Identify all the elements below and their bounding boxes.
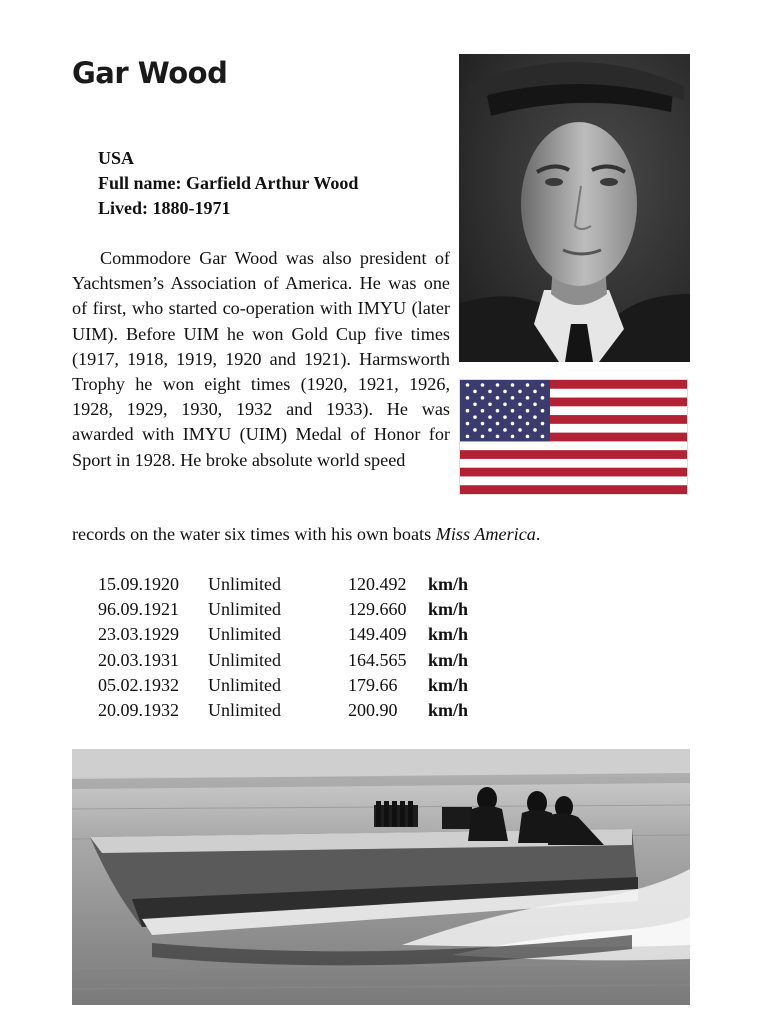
boat-illustration bbox=[72, 749, 690, 1005]
flag-star bbox=[526, 396, 530, 400]
record-speed: 200.90 bbox=[348, 700, 398, 721]
flag-star bbox=[481, 435, 485, 439]
record-speed: 179.66 bbox=[348, 674, 398, 695]
record-row bbox=[98, 648, 468, 673]
record-date: 23.03.1929 bbox=[98, 624, 179, 645]
portrait-illustration bbox=[459, 54, 690, 362]
flag-star bbox=[541, 396, 545, 400]
biography-last-line-text: records on the water six times with his own boats bbox=[72, 524, 436, 544]
page-title: Gar Wood bbox=[72, 56, 228, 90]
full-name-label: Full name: Garfield Arthur Wood bbox=[98, 173, 359, 193]
record-class: Unlimited bbox=[208, 574, 281, 594]
flag-star bbox=[503, 390, 507, 394]
record-speed: 149.409 bbox=[348, 624, 407, 645]
flag-stripe bbox=[460, 468, 687, 477]
flag-star bbox=[488, 402, 492, 406]
flag-star bbox=[496, 409, 500, 413]
flag-star bbox=[526, 435, 530, 439]
record-date: 20.09.1932 bbox=[98, 700, 179, 721]
flag-star bbox=[466, 435, 470, 439]
flag-star bbox=[481, 422, 485, 426]
flag-star bbox=[496, 396, 500, 400]
flag-star bbox=[533, 428, 537, 432]
record-class: Unlimited bbox=[208, 700, 281, 721]
record-row bbox=[98, 572, 468, 597]
portrait-photo bbox=[459, 54, 690, 362]
record-date: 15.09.1920 bbox=[98, 574, 179, 594]
record-unit: km/h bbox=[428, 674, 469, 695]
racer-info bbox=[98, 146, 358, 221]
flag-star bbox=[511, 422, 515, 426]
record-date: 20.03.1931 bbox=[98, 649, 179, 670]
flag-stripe bbox=[460, 441, 687, 450]
flag-star bbox=[481, 396, 485, 400]
country-label: USA bbox=[98, 148, 135, 168]
flag-star bbox=[466, 383, 470, 387]
record-class: Unlimited bbox=[208, 649, 281, 670]
flag-stripe bbox=[460, 459, 687, 468]
flag-star bbox=[488, 390, 492, 394]
record-unit: km/h bbox=[428, 700, 469, 721]
flag-star bbox=[541, 409, 545, 413]
record-class: Unlimited bbox=[208, 624, 281, 645]
flag-star bbox=[518, 428, 522, 432]
flag-star bbox=[518, 415, 522, 419]
lived-label: Lived: 1880-1971 bbox=[98, 198, 231, 218]
flag-star bbox=[473, 415, 477, 419]
flag-star bbox=[481, 409, 485, 413]
record-unit: km/h bbox=[428, 649, 469, 670]
flag-star bbox=[541, 422, 545, 426]
usa-flag bbox=[460, 380, 687, 494]
record-class: Unlimited bbox=[208, 674, 281, 695]
flag-star bbox=[503, 415, 507, 419]
flag-star bbox=[496, 422, 500, 426]
flag-star bbox=[533, 402, 537, 406]
record-row bbox=[98, 597, 468, 622]
boat-photo bbox=[72, 749, 690, 1005]
flag-star bbox=[541, 383, 545, 387]
flag-stripe bbox=[460, 450, 687, 459]
record-row bbox=[98, 673, 468, 698]
record-speed: 129.660 bbox=[348, 599, 407, 620]
biography-text bbox=[72, 246, 450, 473]
record-row bbox=[98, 622, 468, 647]
flag-star bbox=[511, 396, 515, 400]
flag-star bbox=[511, 435, 515, 439]
flag-star bbox=[481, 383, 485, 387]
flag-star bbox=[503, 402, 507, 406]
flag-star bbox=[496, 383, 500, 387]
flag-star bbox=[488, 415, 492, 419]
speed-records-table bbox=[98, 572, 468, 723]
flag-star bbox=[488, 428, 492, 432]
flag-star bbox=[466, 409, 470, 413]
flag-star bbox=[541, 435, 545, 439]
flag-star bbox=[518, 402, 522, 406]
flag-star bbox=[518, 390, 522, 394]
boat-name: Miss America bbox=[435, 524, 536, 544]
flag-star bbox=[473, 428, 477, 432]
flag-star bbox=[466, 422, 470, 426]
flag-stripe bbox=[460, 485, 687, 494]
flag-star bbox=[496, 435, 500, 439]
flag-star bbox=[526, 409, 530, 413]
record-date: 96.09.1921 bbox=[98, 599, 179, 620]
flag-star bbox=[473, 390, 477, 394]
record-speed: 120.492 bbox=[348, 574, 407, 594]
record-unit: km/h bbox=[428, 599, 469, 620]
biography-paragraph: Commodore Gar Wood was also president of Yachtsmen’s Association of America. He was one of first, who started co-operation with IMYU (later UIM). Before UIM he won Gold Cup five times (1917, 1918, 1919, 1920 and 1921). Harmsworth Trophy he won eight times (1920, 1921, 1926, 1928, 1929, 1930, 1932 and 1933). He was awarded with IMYU (UIM) Medal of Honor for Sport in 1928. He broke absolute world speed bbox=[72, 248, 450, 470]
flag-star bbox=[526, 422, 530, 426]
record-speed: 164.565 bbox=[348, 649, 407, 670]
usa-flag-graphic bbox=[460, 380, 687, 494]
biography-period: . bbox=[535, 524, 541, 544]
flag-star bbox=[473, 402, 477, 406]
flag-star bbox=[511, 383, 515, 387]
record-unit: km/h bbox=[428, 624, 469, 645]
flag-stripe bbox=[460, 476, 687, 485]
record-date: 05.02.1932 bbox=[98, 674, 179, 695]
record-unit: km/h bbox=[428, 574, 469, 594]
biography-last-line bbox=[72, 522, 540, 547]
flag-canton bbox=[460, 380, 550, 441]
flag-star bbox=[511, 409, 515, 413]
flag-star bbox=[466, 396, 470, 400]
flag-star bbox=[526, 383, 530, 387]
record-row bbox=[98, 698, 468, 723]
flag-star bbox=[533, 415, 537, 419]
flag-star bbox=[503, 428, 507, 432]
record-class: Unlimited bbox=[208, 599, 281, 620]
flag-star bbox=[533, 390, 537, 394]
